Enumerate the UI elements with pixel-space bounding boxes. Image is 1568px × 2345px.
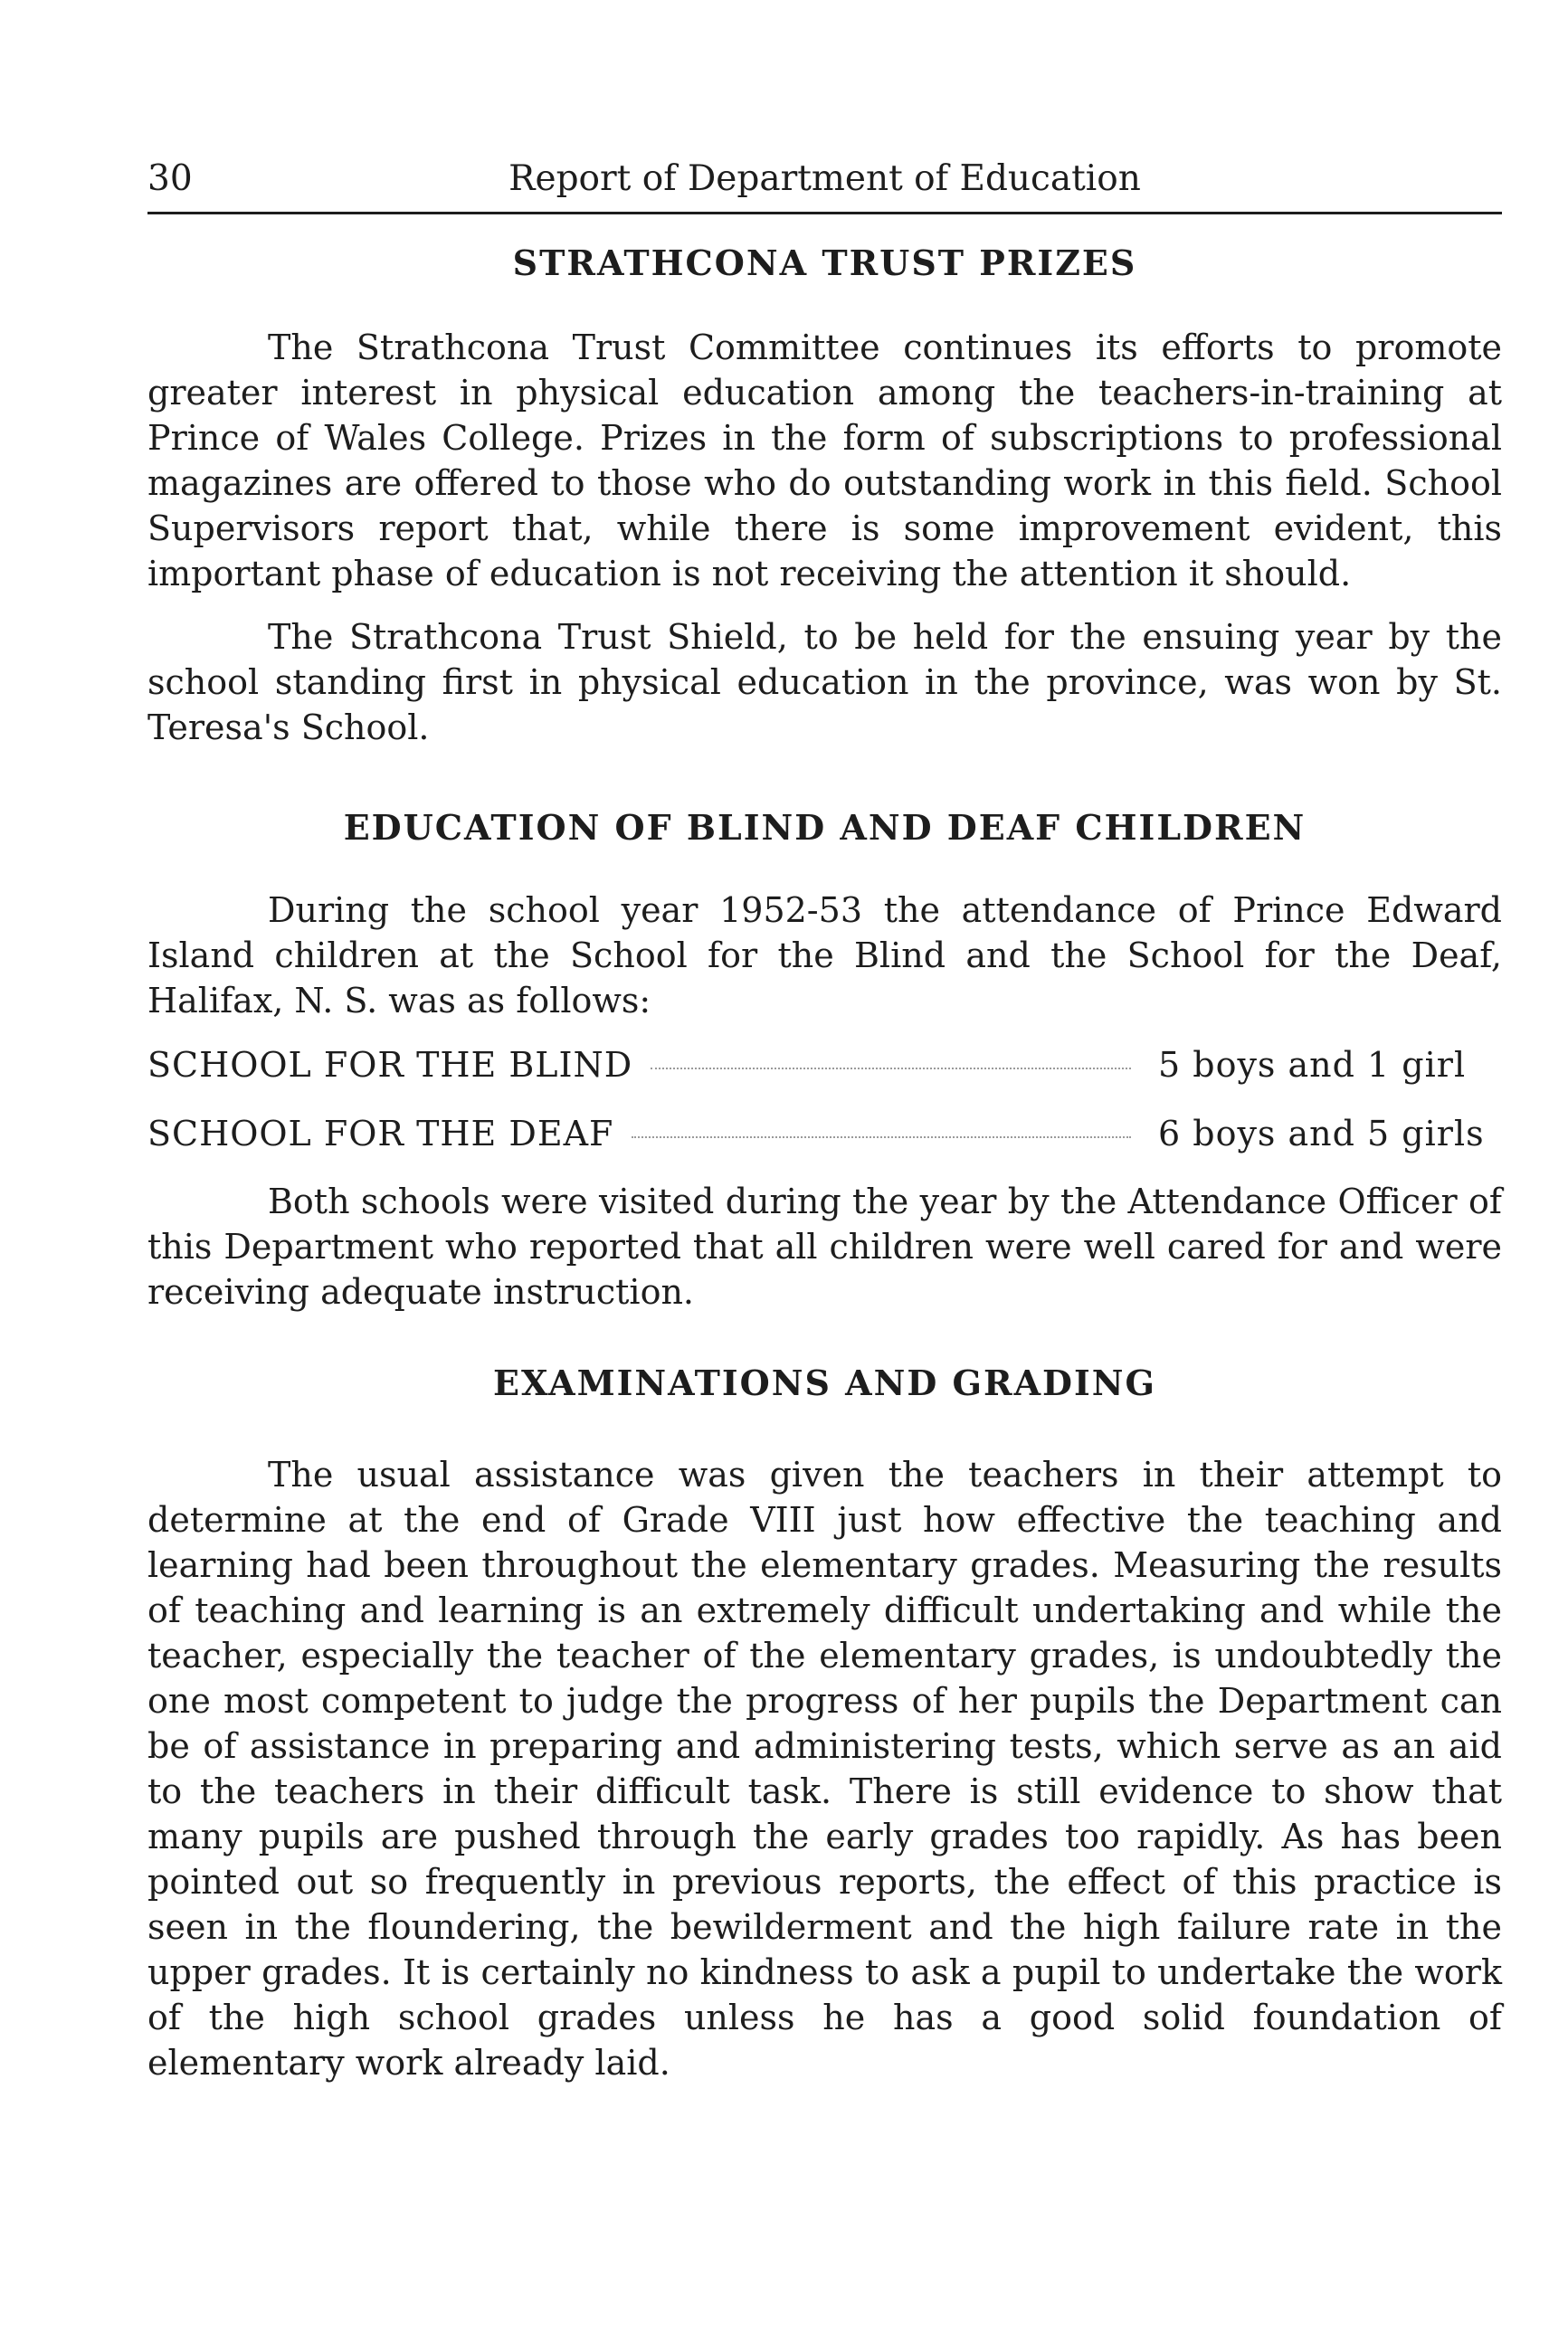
- page-number: 30: [147, 158, 193, 199]
- dot-leader: [651, 1068, 1131, 1069]
- header-rule: [147, 212, 1502, 214]
- strathcona-paragraph-1: The Strathcona Trust Committee continues its efforts to promote greater interest in physical education among the teachers-in-training at Prince of Wales College. Prizes in the form of subscriptions to professional magazines are offered to those who do outstanding work in this field. School Supervisors report that, while there is some improvement evident, this important phase of education is not receiving the attention it should.: [147, 328, 1502, 593]
- attendance-count-deaf: 6 boys and 5 girls: [1158, 1114, 1485, 1154]
- running-title: Report of Department of Education: [508, 158, 1141, 199]
- examinations-paragraph: The usual assistance was given the teachers in their attempt to determine at the end of Grade VIII just how effective the teaching and learning had been throughout the elementary grades. Measuring the results of teaching and learning is an extremely difficult undertaking and while the teacher, especially the teacher of the elementary grades, is undoubtedly the one most competent to judge the progress of her pupils the Department can be of assistance in preparing and administering tests, which serve as an aid to the teachers in their difficult task. There is still evidence to show that many pupils are pushed through the early grades too rapidly. As has been pointed out so frequently in previous reports, the effect of this practice is seen in the floundering, the bewilderment and the high failure rate in the upper grades. It is certainly no kindness to ask a pupil to undertake the work of the high school grades unless he has a good solid foundation of elementary work already laid.: [147, 1455, 1502, 2083]
- school-name-deaf: SCHOOL FOR THE DEAF: [147, 1114, 614, 1154]
- dot-leader: [632, 1136, 1131, 1138]
- attendance-count-blind: 5 boys and 1 girl: [1158, 1045, 1467, 1085]
- schedule-row-blind: [147, 1041, 1502, 1110]
- document-page: [147, 154, 1502, 2085]
- attendance-schedule: [147, 1041, 1502, 1179]
- blind-deaf-closing: Both schools were visited during the year by the Attendance Officer of this Department who reported that all children were well cared for and were receiving adequate instruction.: [147, 1182, 1502, 1312]
- school-name-blind: SCHOOL FOR THE BLIND: [147, 1045, 633, 1085]
- heading-examinations: EXAMINATIONS AND GRADING: [493, 1362, 1156, 1403]
- strathcona-paragraph-2: The Strathcona Trust Shield, to be held for the ensuing year by the school standing first in physical education in the province, was won by St. Teresa's School.: [147, 617, 1502, 747]
- heading-strathcona: STRATHCONA TRUST PRIZES: [512, 242, 1137, 283]
- heading-blind-deaf: EDUCATION OF BLIND AND DEAF CHILDREN: [343, 807, 1307, 848]
- blind-deaf-intro: During the school year 1952-53 the attendance of Prince Edward Island children at the School for the Blind and the School for the Deaf, Halifax, N. S. was as follows:: [147, 890, 1502, 1021]
- schedule-row-deaf: [147, 1110, 1502, 1179]
- running-header: [147, 154, 1502, 204]
